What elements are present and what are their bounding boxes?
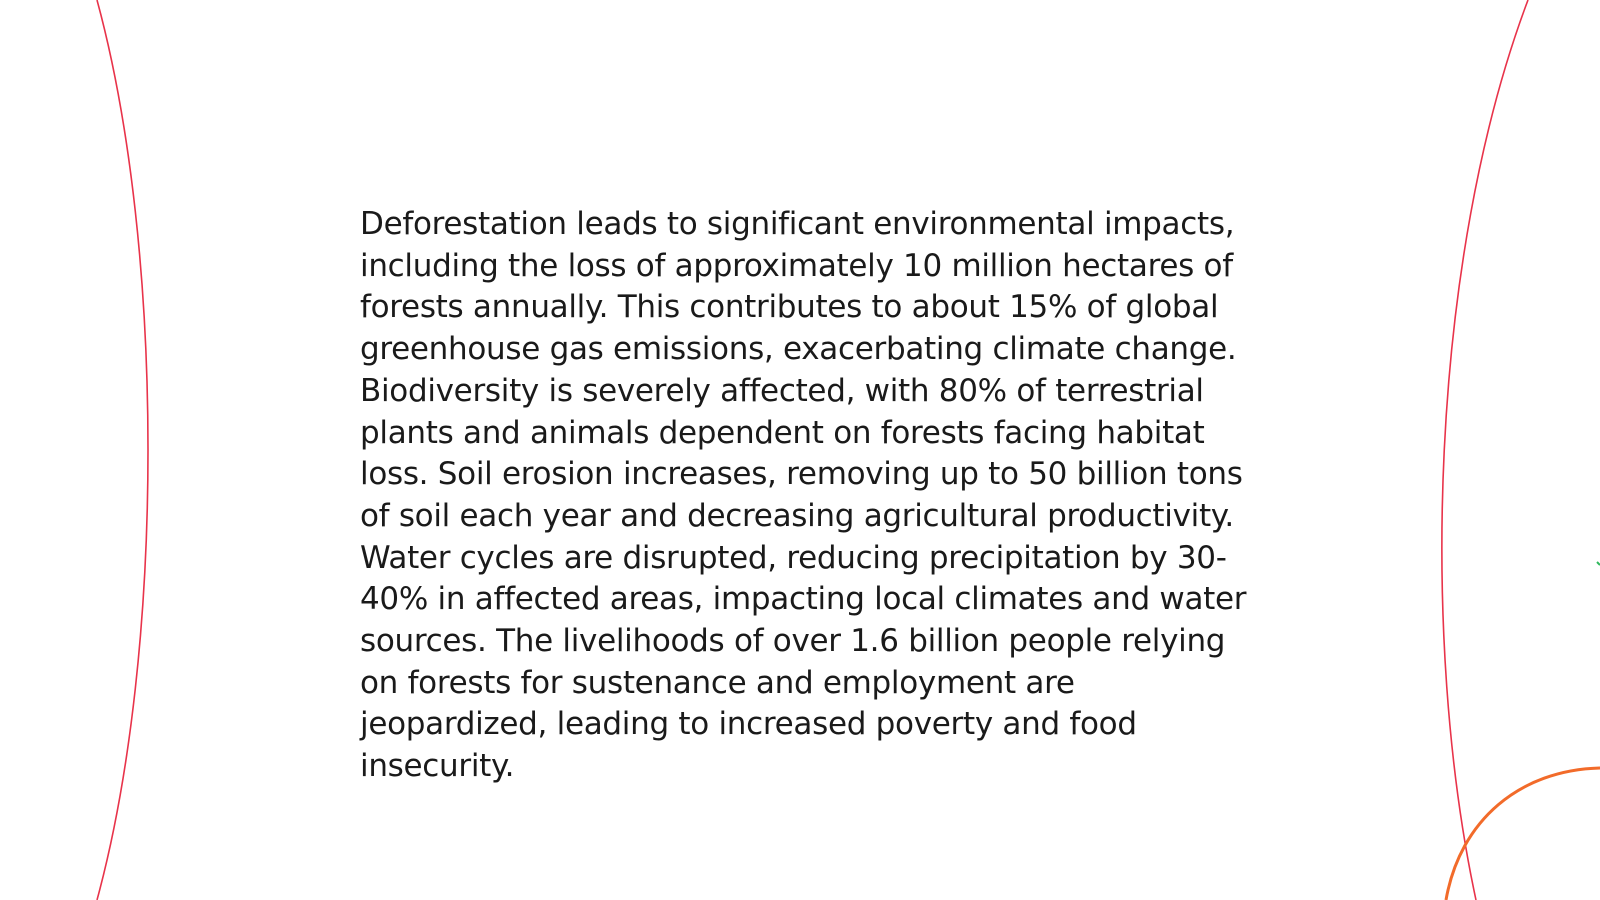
- body-paragraph: Deforestation leads to significant environmental impacts, including the loss of approximately 10 million hectares of forests annually. This contributes to about 15% of global greenhouse gas emissions, exacerbating climate change. Biodiversity is severely affected, with 80% of terrestrial plants and animals dependent on forests facing habitat loss. Soil erosion increases, removing up to 50 billion tons of soil each year and decreasing agricultural productivity. Water cycles are disrupted, reducing precipitation by 30-40% in affected areas, impacting local climates and water sources. The livelihoods of over 1.6 billion people relying on forests for sustenance and employment are jeopardized, leading to increased poverty and food insecurity.: [360, 206, 1247, 785]
- orange-accent-arc: [1446, 768, 1600, 900]
- right-decorative-curve: [1442, 0, 1528, 900]
- left-decorative-curve: [97, 0, 148, 900]
